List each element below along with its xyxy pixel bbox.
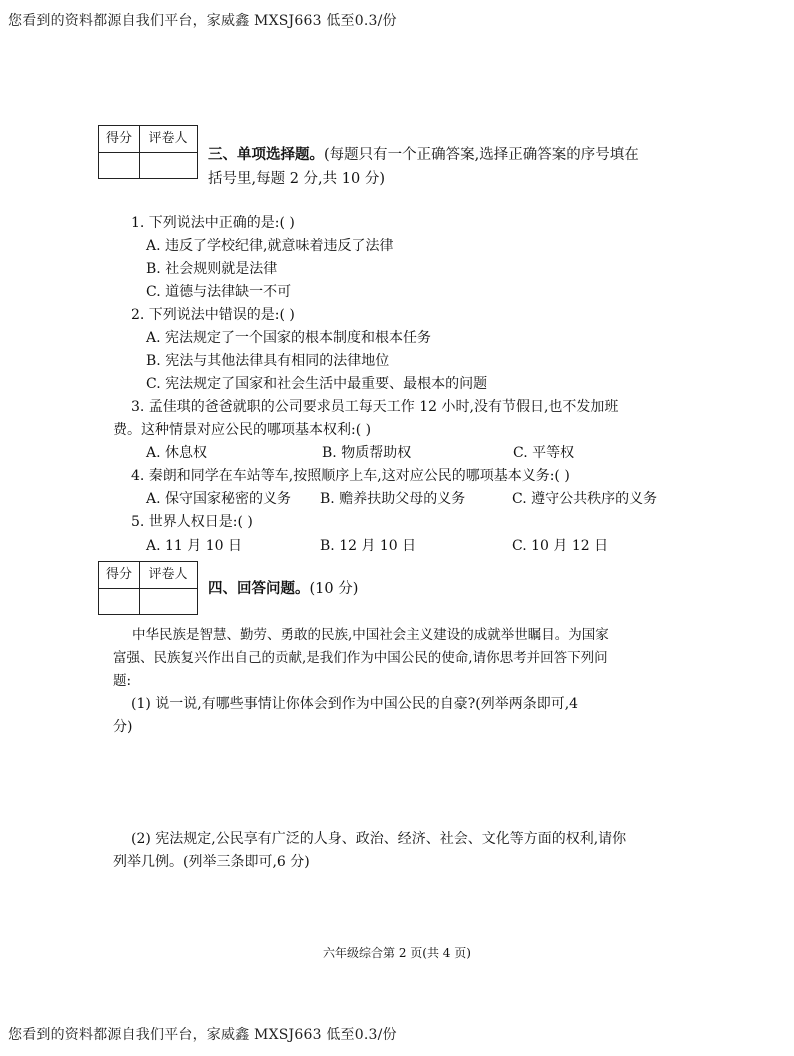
- q4-option-c: C. 遵守公共秩序的义务: [512, 491, 658, 507]
- q4-stem: 4. 秦朗和同学在车站等车,按照顺序上车,这对应公民的哪项基本义务:( ): [131, 468, 570, 484]
- section4-intro-line1: 中华民族是智慧、勤劳、勇敢的民族,中国社会主义建设的成就举世瞩目。为国家: [132, 627, 609, 643]
- q1-stem: 1. 下列说法中正确的是:( ): [131, 215, 295, 231]
- q5-option-b: B. 12 月 10 日: [320, 538, 417, 554]
- q5-option-a: A. 11 月 10 日: [146, 538, 242, 554]
- section3-desc-2: 括号里,每题 2 分,共 10 分): [208, 171, 385, 187]
- score-box-section4: [98, 561, 198, 615]
- q1-option-a: A. 违反了学校纪律,就意味着违反了法律: [146, 238, 394, 254]
- q3-option-c: C. 平等权: [513, 445, 575, 461]
- q1-option-c: C. 道德与法律缺一不可: [146, 284, 292, 300]
- section3-desc-1: (每题只有一个正确答案,选择正确答案的序号填在: [324, 147, 639, 163]
- q1-option-b: B. 社会规则就是法律: [146, 261, 278, 277]
- q3-stem-line1: 3. 孟佳琪的爸爸就职的公司要求员工每天工作 12 小时,没有节假日,也不发加班: [131, 399, 619, 415]
- q2-stem: 2. 下列说法中错误的是:( ): [131, 307, 295, 323]
- q3-option-b: B. 物质帮助权: [322, 445, 412, 461]
- section4-sub2-line2: 列举几例。(列举三条即可,6 分): [113, 854, 310, 870]
- q2-option-b: B. 宪法与其他法律具有相同的法律地位: [146, 353, 390, 369]
- grader-label: 评卷人: [148, 567, 188, 582]
- q2-option-c: C. 宪法规定了国家和社会生活中最重要、最根本的问题: [146, 376, 488, 392]
- section4-title: [208, 577, 678, 601]
- section4-sub1-line1: (1) 说一说,有哪些事情让你体会到作为中国公民的自豪?(列举两条即可,4: [131, 696, 579, 712]
- score-label: 得分: [105, 567, 132, 582]
- section4-intro-line3: 题:: [113, 673, 132, 689]
- section3-title: [208, 143, 678, 191]
- page-footer: 六年级综合第 2 页(共 4 页): [323, 946, 471, 960]
- section4-points: (10 分): [309, 581, 359, 597]
- score-box-divider: [99, 588, 197, 589]
- q5-stem: 5. 世界人权日是:( ): [131, 514, 253, 530]
- score-box-section3: [98, 125, 198, 179]
- section4-heading: 四、回答问题。: [208, 580, 310, 597]
- watermark-banner-bottom: 您看到的资料都源自我们平台，家威鑫 MXSJ663 低至0.3/份: [8, 1027, 397, 1043]
- score-box-divider: [99, 152, 197, 153]
- section3-heading: 三、单项选择题。: [208, 146, 324, 163]
- q3-stem-line2: 费。这种情景对应公民的哪项基本权利:( ): [113, 422, 372, 438]
- q2-option-a: A. 宪法规定了一个国家的根本制度和根本任务: [146, 330, 432, 346]
- grader-label: 评卷人: [148, 131, 188, 146]
- section4-intro-line2: 富强、民族复兴作出自己的贡献,是我们作为中国公民的使命,请你思考并回答下列问: [113, 650, 608, 666]
- score-label: 得分: [105, 131, 132, 146]
- watermark-banner-top: 您看到的资料都源自我们平台，家威鑫 MXSJ663 低至0.3/份: [8, 13, 397, 29]
- q3-option-a: A. 休息权: [146, 445, 208, 461]
- q5-option-c: C. 10 月 12 日: [512, 538, 609, 554]
- q4-option-a: A. 保守国家秘密的义务: [146, 491, 292, 507]
- q4-option-b: B. 赡养扶助父母的义务: [320, 491, 466, 507]
- section4-sub2-line1: (2) 宪法规定,公民享有广泛的人身、政治、经济、社会、文化等方面的权利,请你: [131, 831, 627, 847]
- section4-sub1-line2: 分): [113, 719, 133, 735]
